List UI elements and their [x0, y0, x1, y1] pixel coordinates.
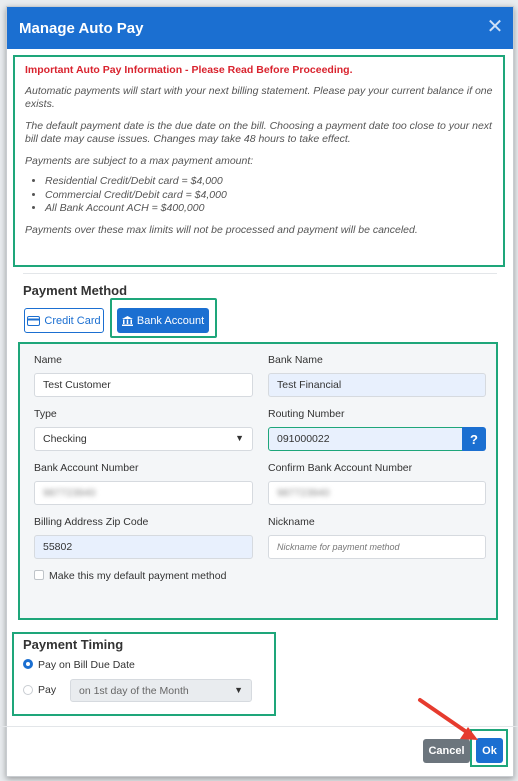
account-number-input[interactable] — [34, 481, 253, 505]
credit-card-button[interactable] — [24, 308, 104, 333]
day-of-month-select[interactable] — [70, 679, 252, 702]
name-value: Test Customer — [43, 379, 111, 391]
info-paragraph: The default payment date is the due date on the bill. Choosing a payment date too close to your next bill date may cause issues. Changes may take 48 hours to take effect. — [25, 120, 492, 145]
bank-name-label: Bank Name — [268, 354, 323, 366]
nickname-input[interactable] — [268, 535, 486, 559]
name-label: Name — [34, 354, 63, 366]
routing-number-label: Routing Number — [268, 408, 345, 420]
confirm-account-input[interactable] — [268, 481, 486, 505]
routing-number-input[interactable] — [268, 427, 463, 451]
bank-name-input[interactable] — [268, 373, 486, 397]
name-input[interactable] — [34, 373, 253, 397]
cancel-button[interactable]: Cancel — [423, 739, 470, 763]
info-paragraph: Payments are subject to a max payment amount: — [25, 155, 254, 167]
bank-name-value: Test Financial — [277, 379, 342, 391]
modal-header — [7, 7, 513, 49]
modal-title: Manage Auto Pay — [19, 19, 144, 37]
limit-list — [25, 175, 493, 216]
info-warning: Important Auto Pay Information - Please Read Before Proceeding. — [25, 64, 353, 76]
default-method-label: Make this my default payment method — [49, 570, 227, 582]
pay-on-day-radio[interactable] — [23, 685, 33, 695]
info-paragraph: Automatic payments will start with your next billing statement. Please pay your current balance if one exists. — [25, 85, 493, 110]
type-value: Checking — [43, 433, 87, 445]
confirm-account-value: 987723940 — [277, 487, 330, 499]
pay-on-due-date-label: Pay on Bill Due Date — [38, 659, 135, 671]
type-label: Type — [34, 408, 57, 420]
list-item: • Commercial Credit/Debit card = $4,000 — [45, 189, 493, 203]
type-select[interactable] — [34, 427, 253, 451]
list-item: • Residential Credit/Debit card = $4,000 — [45, 175, 493, 189]
bank-account-label: Bank Account — [136, 314, 205, 327]
credit-card-label: Credit Card — [44, 314, 101, 327]
pay-on-day-label: Pay — [38, 684, 57, 696]
payment-method-title: Payment Method — [23, 283, 128, 298]
account-number-label: Bank Account Number — [34, 462, 139, 474]
account-number-value: 987723940 — [43, 487, 96, 499]
nickname-label: Nickname — [268, 516, 315, 528]
ok-button[interactable]: Ok — [476, 738, 503, 763]
chevron-down-icon: ▼ — [234, 685, 243, 695]
pay-on-due-date-radio[interactable] — [23, 659, 33, 669]
footer-divider — [0, 726, 518, 727]
credit-card-icon — [27, 316, 40, 326]
info-paragraph: Payments over these max limits will not be processed and payment will be canceled. — [25, 223, 418, 236]
bank-icon — [122, 316, 133, 326]
zip-code-value: 55802 — [43, 541, 73, 553]
day-of-month-value: on 1st day of the Month — [79, 684, 189, 697]
routing-help-button[interactable]: ? — [462, 427, 486, 451]
divider — [23, 273, 497, 274]
chevron-down-icon: ▼ — [235, 433, 244, 443]
auto-pay-info-box — [13, 55, 505, 267]
routing-number-value: 091000022 — [277, 433, 330, 445]
zip-code-input[interactable] — [34, 535, 253, 559]
payment-timing-title: Payment Timing — [23, 637, 124, 652]
list-item: • All Bank Account ACH = $400,000 — [45, 202, 493, 216]
close-icon[interactable]: ✕ — [486, 16, 504, 38]
confirm-account-label: Confirm Bank Account Number — [268, 462, 413, 474]
nickname-placeholder: Nickname for payment method — [277, 542, 400, 552]
default-method-checkbox[interactable] — [34, 570, 44, 580]
bank-account-button[interactable] — [117, 308, 209, 333]
zip-code-label: Billing Address Zip Code — [34, 516, 149, 528]
